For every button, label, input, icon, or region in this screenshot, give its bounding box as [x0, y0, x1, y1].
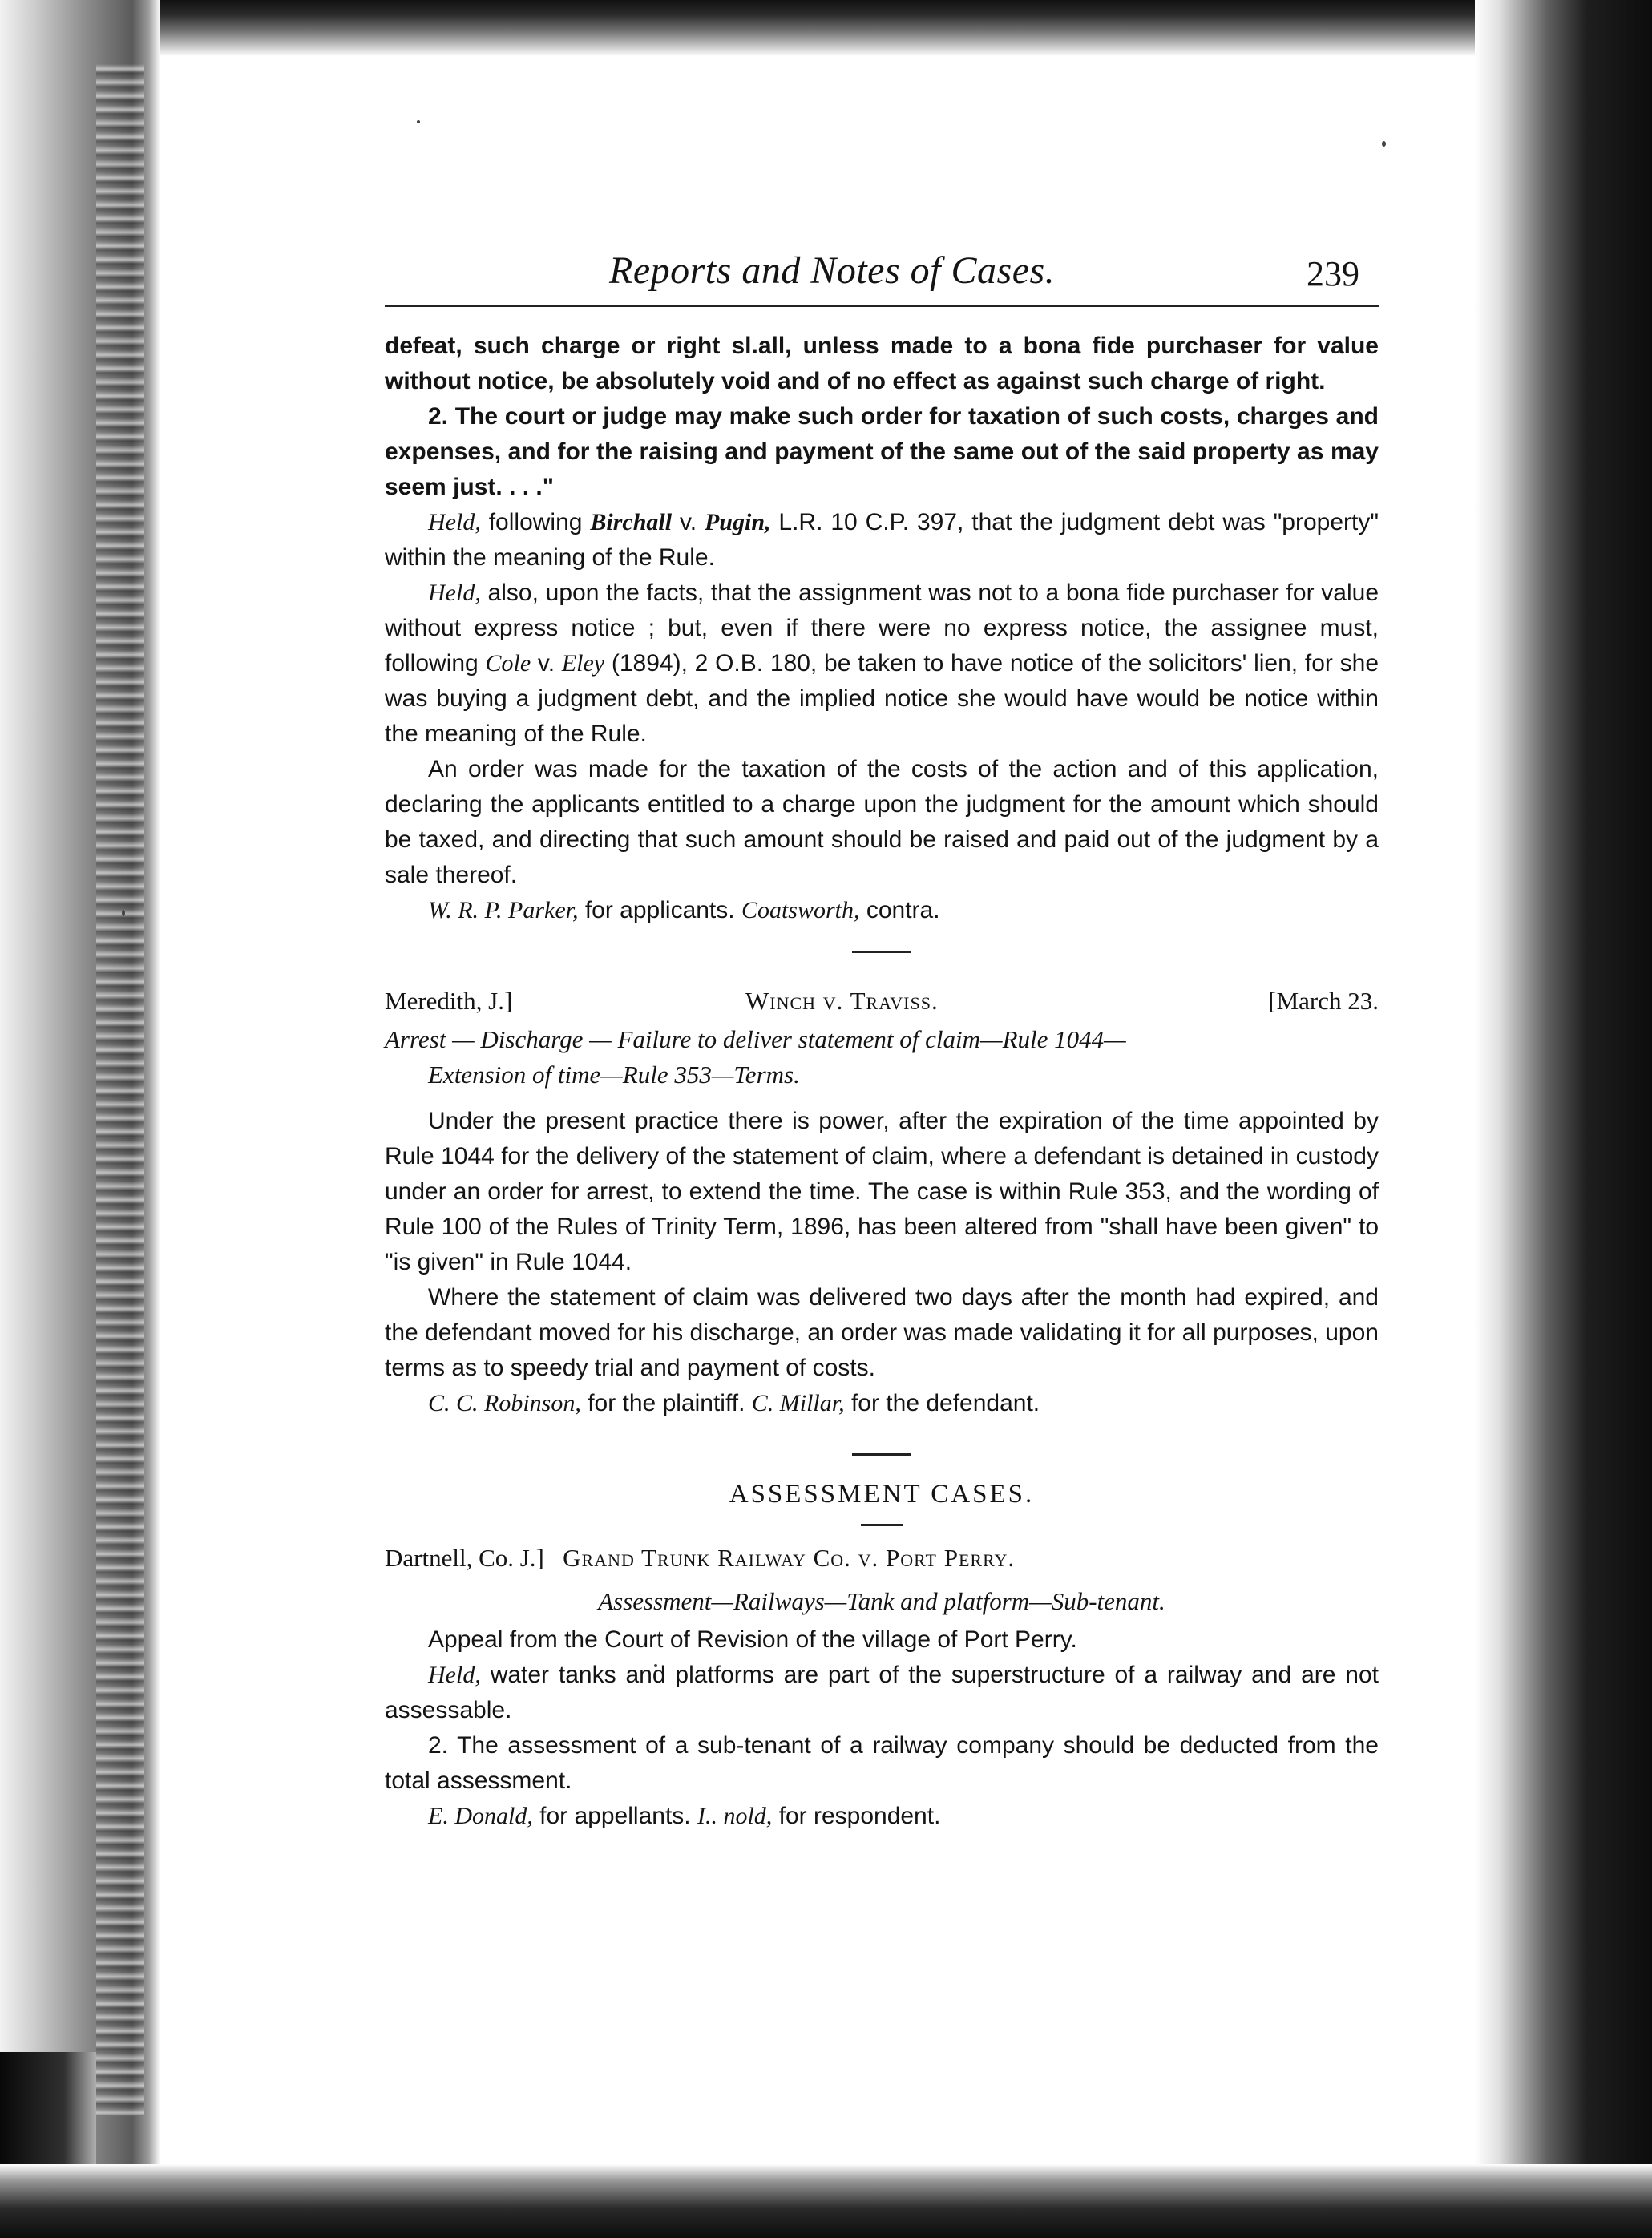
text-run: v. [672, 509, 705, 535]
paragraph: Where the statement of claim was delivered two days after the month had expired, and the defendant moved for his discharge, an order was made validating it for all purposes, upon terms as to speedy trial and payment of costs. [385, 1284, 1379, 1381]
counsel-line [385, 1386, 1379, 1421]
held-paragraph [385, 505, 1379, 576]
page-body [385, 329, 1379, 1834]
held-label: Held, [428, 580, 481, 606]
counsel-name: W. R. P. Parker, [428, 897, 579, 923]
text-run: v. [531, 650, 562, 677]
text-run: contra. [859, 897, 940, 923]
held-label: Held, [428, 1662, 481, 1688]
case-name: Birchall [590, 509, 673, 535]
catchwords: Extension of time—Rule 353—Terms. [428, 1060, 800, 1089]
text-run: for applicants. [578, 897, 741, 923]
counsel-line [385, 1799, 1379, 1834]
text-run: water tanks and platforms are part of the superstructure of a railway and are not assessable. [385, 1662, 1379, 1723]
text-run: for appellants. [532, 1803, 697, 1829]
book-page [385, 0, 1379, 2238]
scan-border-left-speckle [96, 64, 144, 2116]
counsel-name: I.. nold, [697, 1803, 773, 1829]
paragraph: defeat, such charge or right sl.all, unless made to a bona fide purchaser for value without notice, be absolutely void and of no effect as against such charge of right. [385, 333, 1379, 394]
case-title: Winch v. Traviss. [745, 987, 939, 1015]
case-date: [March 23. [1268, 987, 1379, 1015]
text-run: following [480, 509, 591, 535]
counsel-name: C. C. Robinson, [428, 1390, 581, 1416]
separator-rule [852, 951, 911, 953]
counsel-line [385, 893, 1379, 928]
case-name: Pugin, [704, 509, 771, 535]
case-judge: Dartnell, Co. J.] [385, 1544, 544, 1572]
header-rule [385, 305, 1379, 307]
paragraph: Under the present practice there is power, after the expiration of the time appointed by Rule 1044 for the delivery of the statement of claim, where a defendant is detained in custody under an order for arrest, to extend the time. The case is within Rule 353, and the wording of Rule 100 of the Rules of Trinity Term, 1896, has been altered from "shall have been given" to "is given" in Rule 1044. [385, 1108, 1379, 1275]
scan-speck [122, 910, 125, 916]
counsel-name: C. Millar, [751, 1390, 845, 1416]
separator-rule [852, 1453, 911, 1456]
text-run: for the plaintiff. [580, 1390, 752, 1416]
paragraph: 2. The assessment of a sub-tenant of a railway company should be deducted from the total assessment. [385, 1732, 1379, 1794]
separator-rule [861, 1524, 903, 1526]
page-number: 239 [1307, 254, 1359, 293]
paragraph: Appeal from the Court of Revision of the village of Port Perry. [428, 1626, 1077, 1653]
text-run: for respondent. [772, 1803, 941, 1829]
page-header [385, 240, 1379, 305]
paragraph: An order was made for the taxation of the costs of the action and of this application, declaring the applicants entitled to a charge upon the judgment for the amount which should be taxed, and directing that such amount should be raised and paid out of the judgment by a sale thereof. [385, 756, 1379, 888]
catchwords: Assessment—Railways—Tank and platform—Sub-tenant. [598, 1587, 1165, 1615]
text-run: (1894), 2 O.B. 180, be taken to have notice of the solicitors' lien, for she was buying a judgment debt, and the implied notice she would have would be notice within the meaning of the Rule. [385, 650, 1379, 747]
catchwords: Arrest — Discharge — Failure to deliver statement of claim—Rule 1044— [385, 1025, 1126, 1053]
case-heading [385, 987, 1379, 1022]
section-title: ASSESSMENT CASES. [729, 1480, 1035, 1509]
text-run: for the defendant. [844, 1390, 1040, 1416]
text-run: also, upon the facts, that the assignment was not to a bona fide purchaser for value without express notice ; but, even if there were no express notice, the assignee must, following [385, 580, 1379, 677]
held-paragraph [385, 1658, 1379, 1728]
running-title: Reports and Notes of Cases. [609, 249, 1056, 292]
case-heading [385, 1541, 1379, 1576]
held-paragraph [385, 576, 1379, 752]
counsel-name: E. Donald, [428, 1803, 533, 1829]
case-name: Eley [561, 650, 605, 677]
held-label: Held, [428, 509, 481, 535]
paragraph: 2. The court or judge may make such order for taxation of such costs, charges and expenses, and for the raising and payment of the same out of the said property as may seem just. . . ." [385, 403, 1379, 500]
scan-speck [1382, 141, 1386, 147]
case-name: Cole [485, 650, 531, 677]
case-judge: Meredith, J.] [385, 987, 513, 1015]
case-title: Grand Trunk Railway Co. v. Port Perry. [563, 1544, 1016, 1572]
scan-border-right [1475, 0, 1652, 2238]
counsel-name: Coatsworth, [741, 897, 860, 923]
text-run: L.R. 10 C.P. 397, that the judgment debt was "property" within the meaning of the Rule. [385, 509, 1379, 571]
